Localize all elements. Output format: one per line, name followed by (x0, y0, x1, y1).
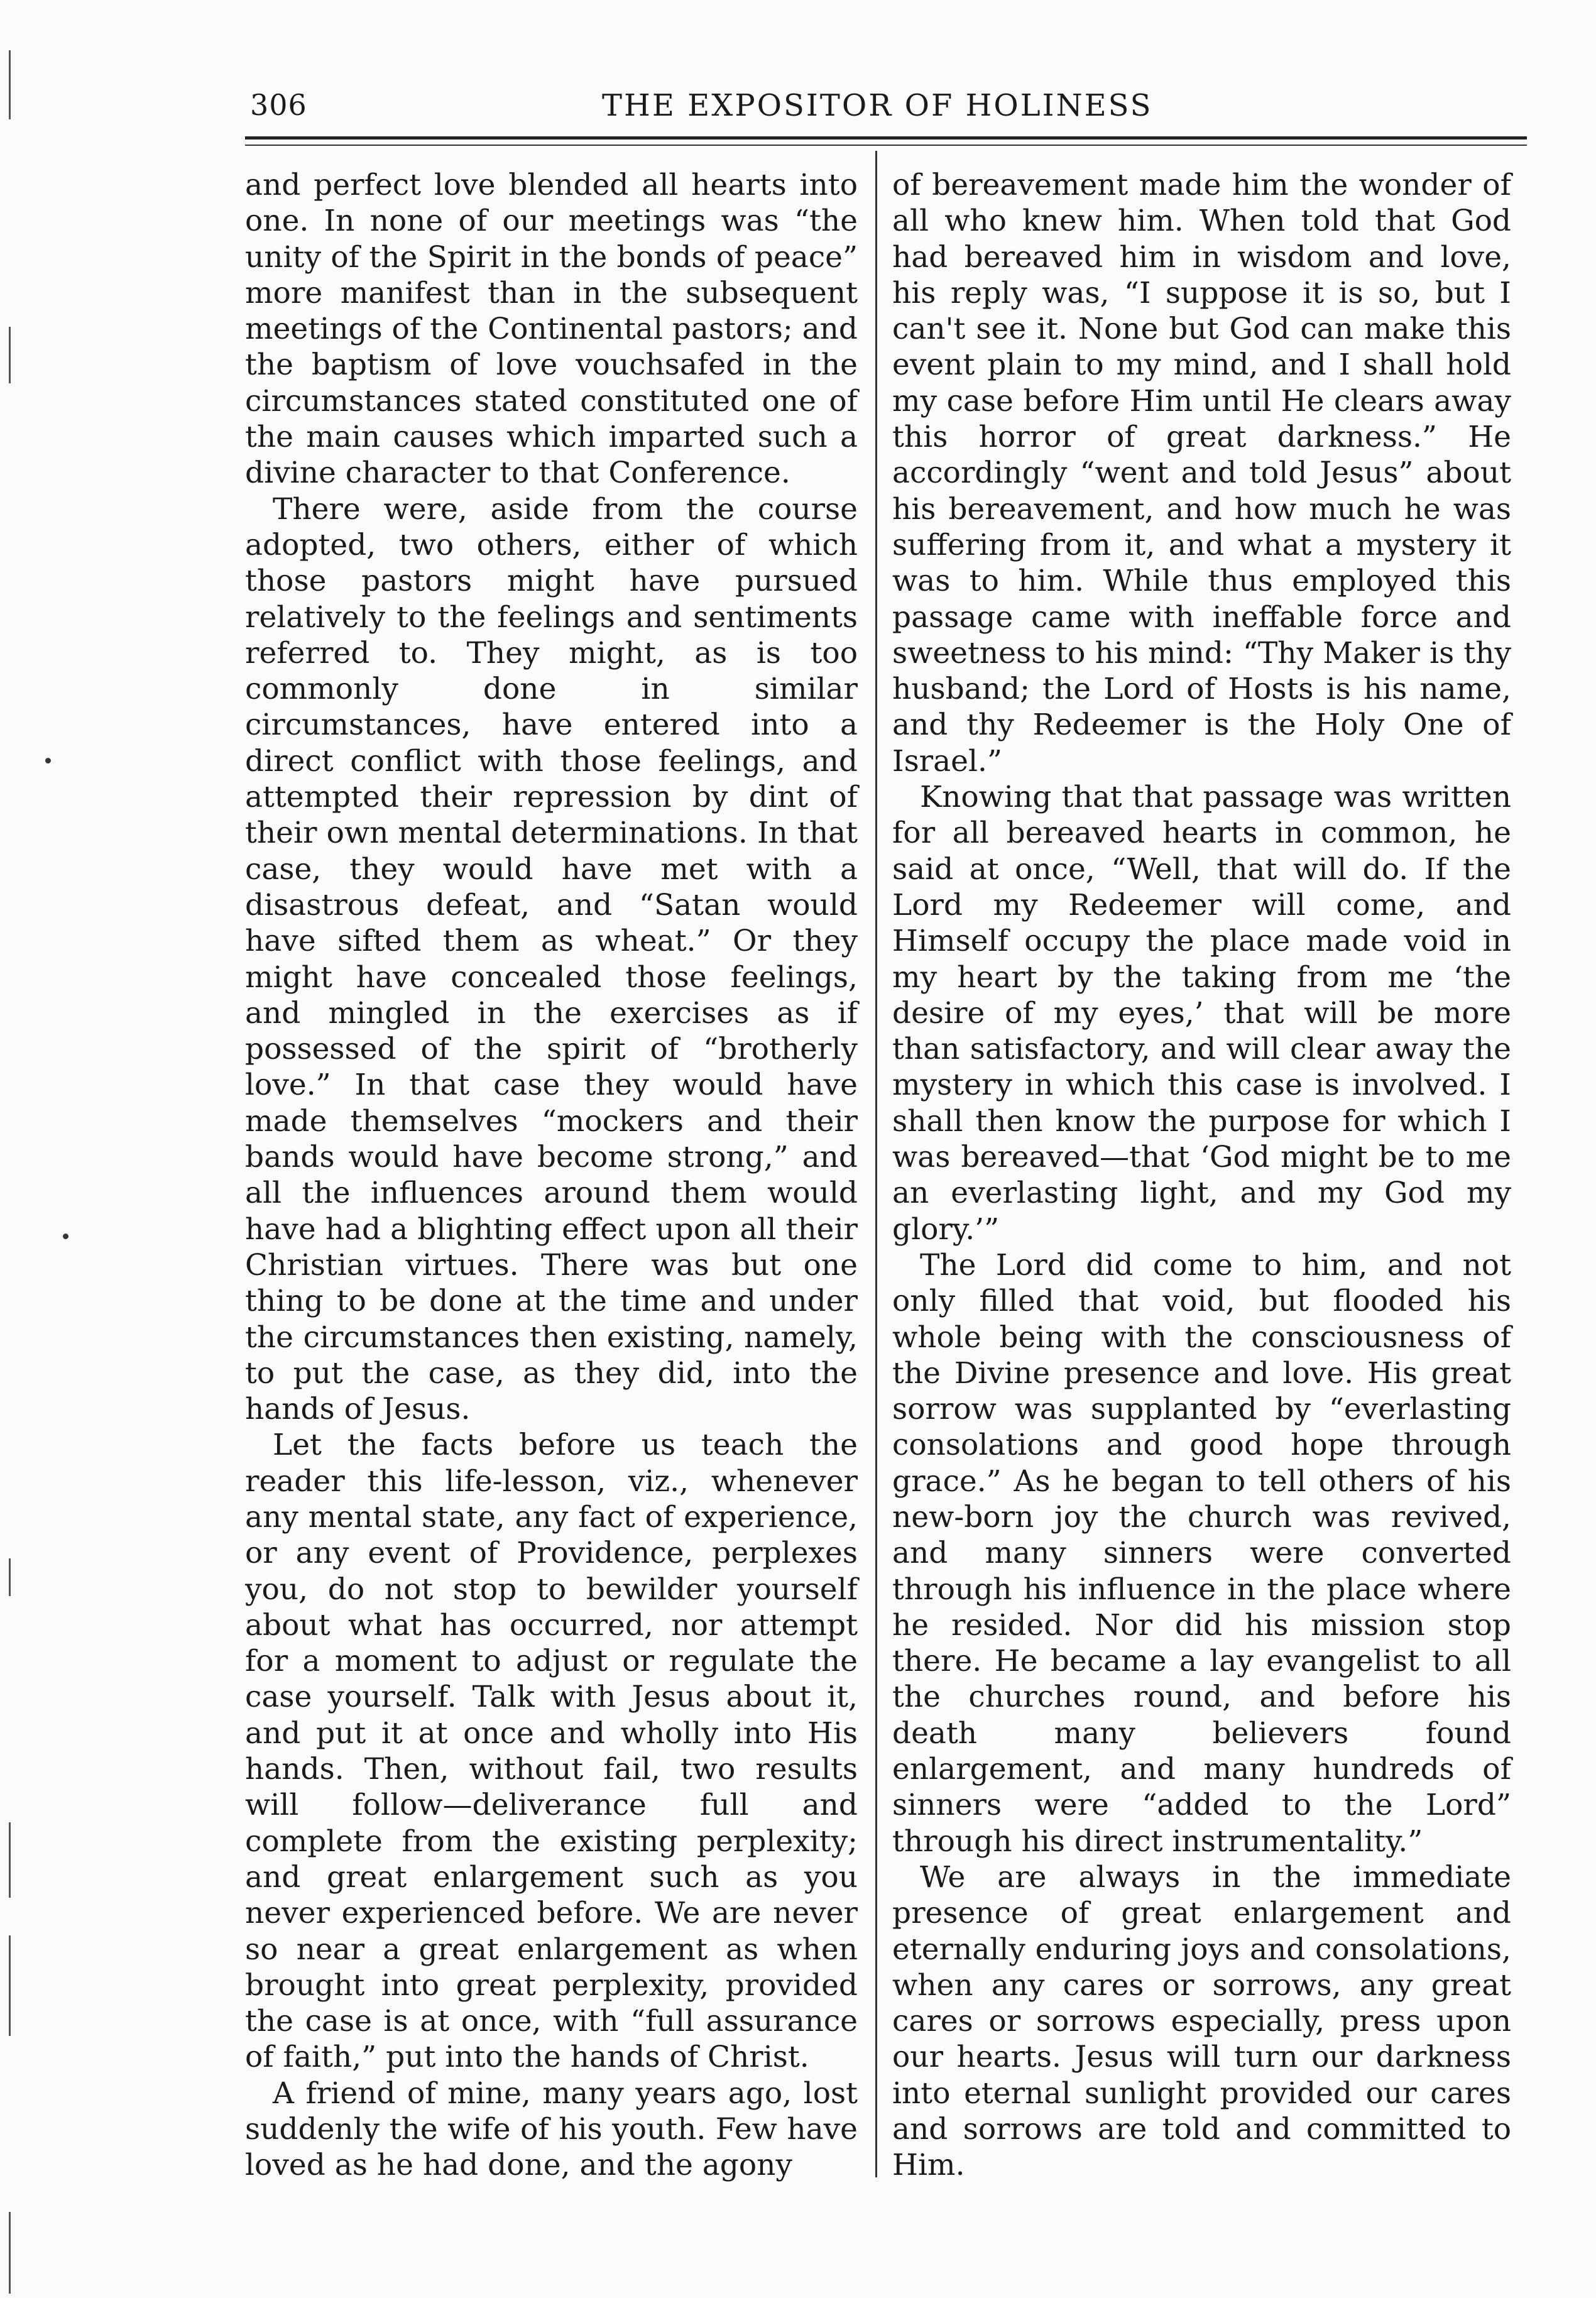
paragraph: There were, aside from the course adopted, two others, either of which those pastors might have pursued relatively to the feelings and sentiments referred to. They might, as is too commonly done in similar circumstances, have entered into a direct conflict with those feelings, and attempted their repression by dint of their own mental determinations. In that case, they would have met with a disastrous defeat, and “Satan would have sifted them as wheat.” Or they might have concealed those feelings, and mingled in the exercises as if possessed of the spirit of “brotherly love.” In that case they would have made themselves “mockers and their bands would have become strong,” and all the influences around them would have had a blighting effect upon all their Christian virtues. There was but one thing to be done at the time and under the circumstances then existing, namely, to put the case, as they did, into the hands of Jesus. (245, 491, 858, 1427)
scan-margin-mark (9, 50, 11, 119)
scan-speck (45, 758, 51, 763)
paragraph: Knowing that that passage was written for all bereaved hearts in common, he said at once, “Well, that will do. If the Lord my Redeemer will come, and Himself occupy the place made void in my heart by the taking from me ‘the desire of my eyes,’ that will be more than satisfactory, and will clear away the mystery in which this case is involved. I shall then know the purpose for which I was bereaved—that ‘God might be to me an everlasting light, and my God my glory.’” (892, 780, 1511, 1247)
paragraph: A friend of mine, many years ago, lost suddenly the wife of his youth. Few have loved as he had done, and the agony (245, 2076, 858, 2183)
scan-margin-mark (9, 327, 11, 383)
column-divider (875, 151, 877, 2177)
scan-margin-mark (9, 1558, 11, 1596)
paragraph: We are always in the immediate presence of great enlargement and eternally enduring joys and consolations, when any cares or sorrows, any great cares or sorrows especially, press upon our hearts. Jesus will turn our darkness into eternal sunlight provided our cares and sorrows are told and committed to Him. (892, 1859, 1511, 2183)
paragraph: The Lord did come to him, and not only filled that void, but flooded his whole being with the consciousness of the Divine presence and love. His great sorrow was supplanted by “everlasting consolations and good hope through grace.” As he began to tell others of his new-born joy the church was revived, and many sinners were converted through his influence in the place where he resided. Nor did his mission stop there. He became a lay evangelist to all the churches round, and before his death many believers found enlargement, and many hundreds of sinners were “added to the Lord” through his direct instrumentality.” (892, 1247, 1511, 1859)
paragraph: of bereavement made him the wonder of all who knew him. When told that God had bereaved him in wisdom and love, his reply was, “I suppose it is so, but I can't see it. None but God can make this event plain to my mind, and I shall hold my case before Him until He clears away this horror of great darkness.” He accordingly “went and told Jesus” about his bereavement, and how much he was suffering from it, and what a mystery it was to him. While thus employed this passage came with ineffable force and sweetness to his mind: “Thy Maker is thy husband; the Lord of Hosts is his name, and thy Redeemer is the Holy One of Israel.” (892, 168, 1511, 779)
scan-margin-mark (9, 1935, 11, 2036)
scan-margin-mark (9, 1822, 11, 1898)
left-column (245, 167, 858, 2184)
paragraph: Let the facts before us teach the reader this life-lesson, viz., whenever any mental state, any fact of experience, or any event of Providence, perplexes you, do not stop to bewilder yourself about what has occurred, nor attempt for a moment to adjust or regulate the case yourself. Talk with Jesus about it, and put it at once and wholly into His hands. Then, without fail, two results will follow—deliverance full and complete from the existing perplexity; and great enlargement such as you never experienced before. We are never so near a great enlargement as when brought into great perplexity, provided the case is at once, with “full assurance of faith,” put into the hands of Christ. (245, 1428, 858, 2075)
scan-speck (63, 1234, 68, 1239)
running-title: THE EXPOSITOR OF HOLINESS (602, 88, 1153, 123)
header-rule-thick (245, 136, 1527, 140)
scan-margin-mark (9, 2212, 11, 2294)
header-rule-thin (245, 145, 1527, 146)
paragraph: and perfect love blended all hearts into one. In none of our meetings was “the unity of the Spirit in the bonds of peace” more manifest than in the subsequent meetings of the Continental pastors; and the baptism of love vouchsafed in the circumstances stated constituted one of the main causes which imparted such a divine character to that Conference. (245, 168, 858, 491)
page-number: 306 (250, 88, 307, 122)
right-column (892, 167, 1511, 2184)
